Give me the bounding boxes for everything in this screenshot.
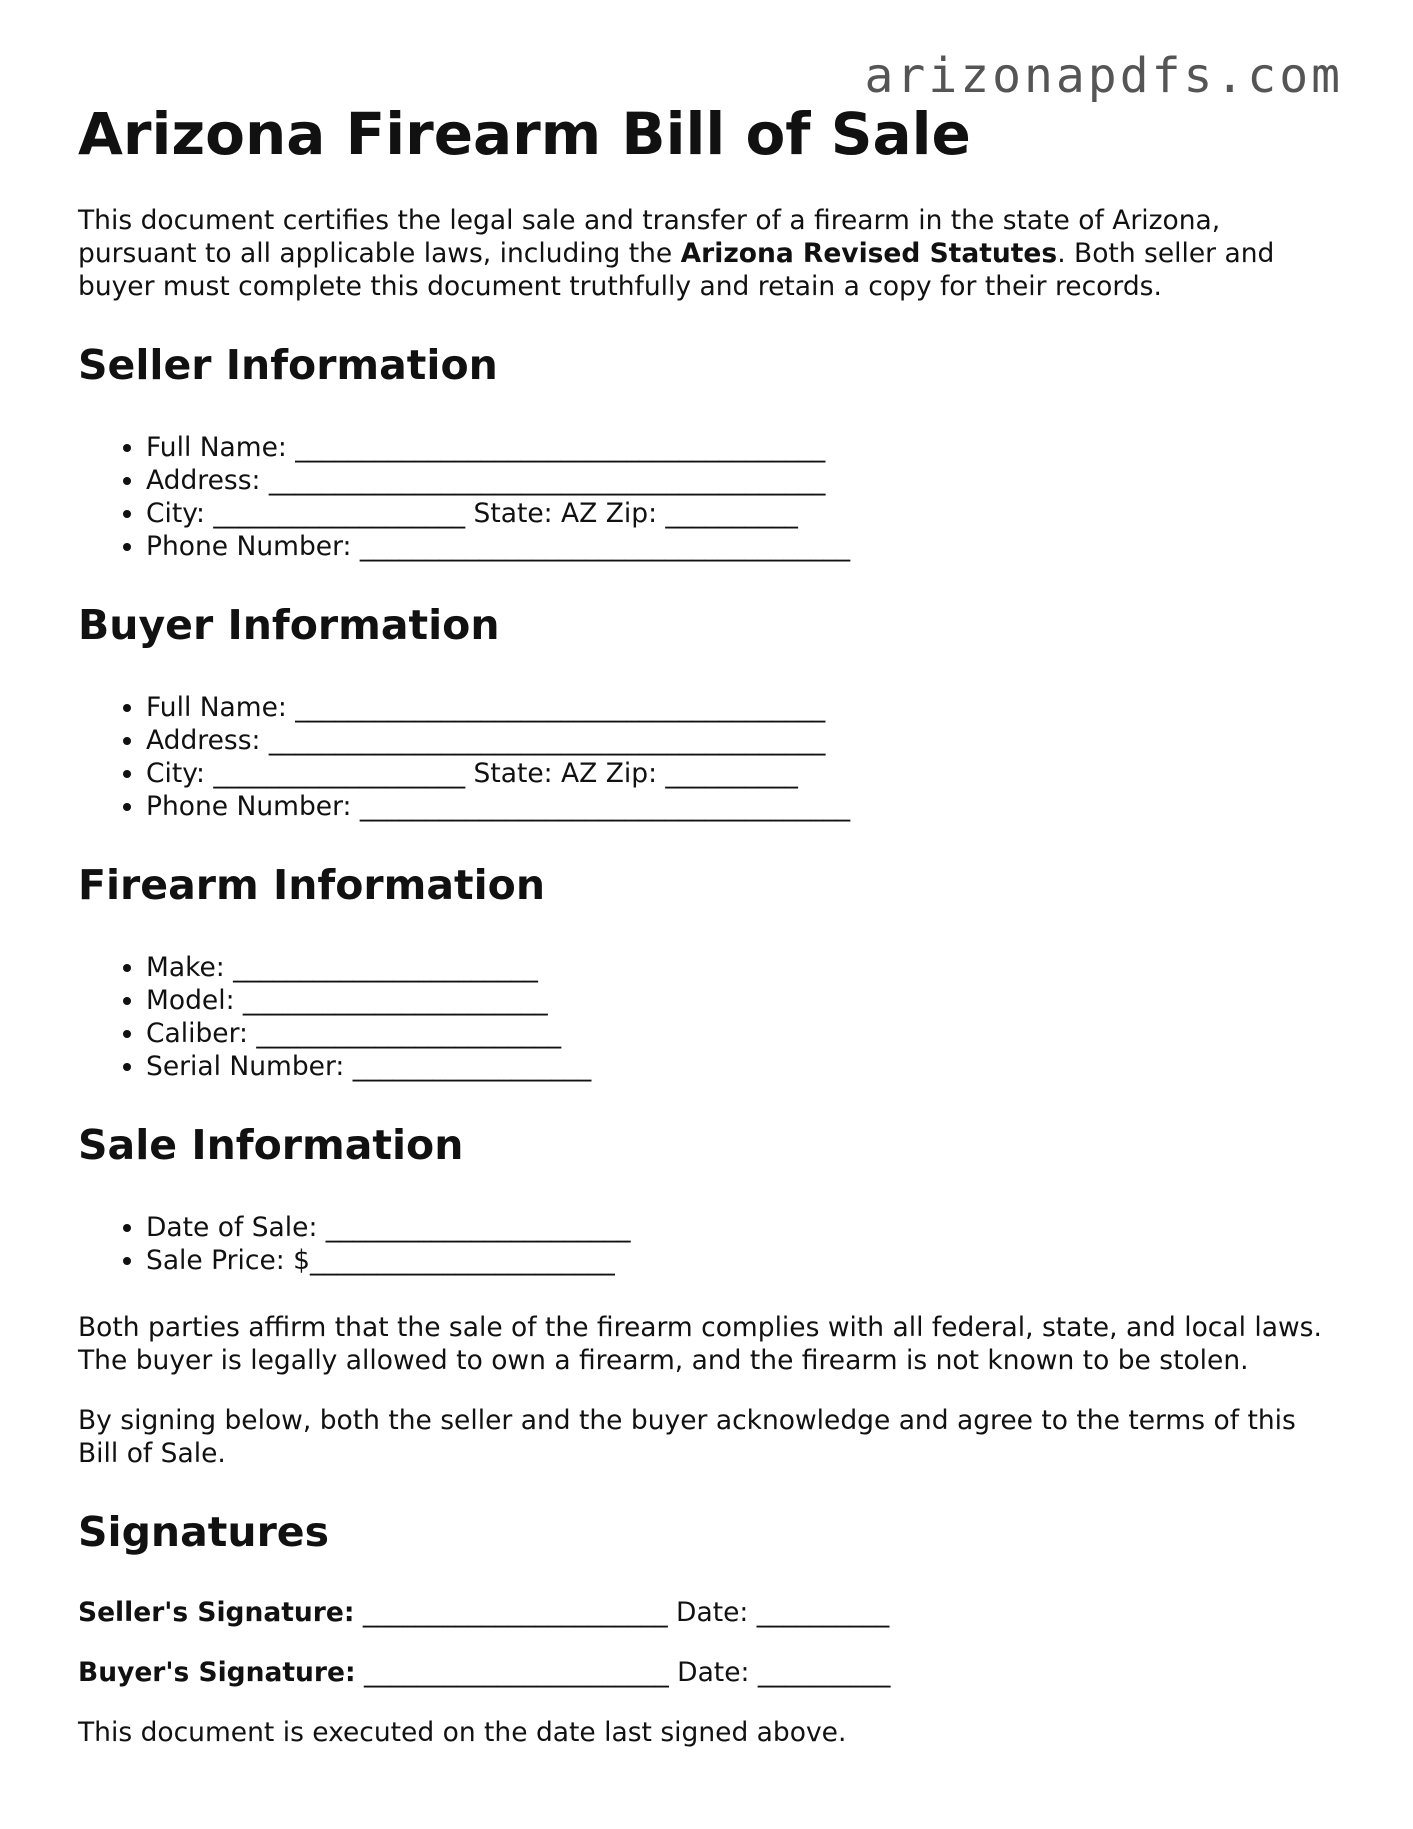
seller-heading: Seller Information	[78, 341, 498, 389]
sale-heading: Sale Information	[78, 1121, 464, 1169]
sale-fields	[78, 1211, 1338, 1277]
seller-fields	[78, 431, 1338, 563]
sale-date-field[interactable]: • Date of Sale: _______________________	[146, 1211, 1338, 1244]
watermark: arizonapdfs.com	[864, 48, 1343, 104]
firearm-caliber-field[interactable]: • Caliber: _______________________	[146, 1017, 1338, 1050]
seller-signature-line[interactable]	[78, 1596, 1338, 1629]
buyer-full-name-field[interactable]: • Full Name: ________________________________________	[146, 691, 1338, 724]
firearm-model-field[interactable]: • Model: _______________________	[146, 984, 1338, 1017]
intro-paragraph	[78, 204, 1338, 303]
buyer-fields	[78, 691, 1338, 823]
seller-city-state-zip-field[interactable]: • City: ___________________ State: AZ Zip: __________	[146, 497, 1338, 530]
buyer-signature-line[interactable]	[78, 1656, 1338, 1689]
firearm-serial-field[interactable]: • Serial Number: __________________	[146, 1050, 1338, 1083]
buyer-heading: Buyer Information	[78, 601, 500, 649]
execution-statement: This document is executed on the date last signed above.	[78, 1717, 847, 1748]
firearm-heading: Firearm Information	[78, 861, 546, 909]
sale-price-field[interactable]: • Sale Price: $_______________________	[146, 1244, 1338, 1277]
buyer-address-field[interactable]: • Address: __________________________________________	[146, 724, 1338, 757]
acknowledgement-paragraph: By signing below, both the seller and the buyer acknowledge and agree to the terms of this Bill of Sale.	[78, 1405, 1296, 1469]
document-page	[78, 98, 1338, 1749]
buyer-phone-field[interactable]: • Phone Number: _____________________________________	[146, 790, 1338, 823]
seller-signature-blanks[interactable]: _______________________ Date: __________	[354, 1597, 890, 1628]
page-title: Arizona Firearm Bill of Sale	[78, 100, 971, 168]
seller-address-field[interactable]: • Address: __________________________________________	[146, 464, 1338, 497]
firearm-fields	[78, 951, 1338, 1083]
seller-signature-label: Seller's Signature:	[78, 1597, 355, 1628]
intro-statute: Arizona Revised Statutes	[680, 238, 1058, 269]
signatures-heading: Signatures	[78, 1508, 330, 1556]
affirmation-paragraph: Both parties affirm that the sale of the firearm complies with all federal, state, and local laws. The buyer is legally allowed to own a firearm, and the firearm is not known to be stolen.	[78, 1312, 1322, 1376]
firearm-make-field[interactable]: • Make: _______________________	[146, 951, 1338, 984]
buyer-city-state-zip-field[interactable]: • City: ___________________ State: AZ Zip: __________	[146, 757, 1338, 790]
buyer-signature-blanks[interactable]: _______________________ Date: __________	[355, 1657, 891, 1688]
buyer-signature-label: Buyer's Signature:	[78, 1657, 356, 1688]
intro-text-end: . Both seller and buyer must complete this document truthfully and retain a copy for their records.	[78, 238, 1275, 302]
intro-text-start: This document certifies the legal sale and transfer of a firearm in the state of Arizona, pursuant to all applicable laws, including the	[78, 205, 1221, 269]
seller-phone-field[interactable]: • Phone Number: _____________________________________	[146, 530, 1338, 563]
seller-full-name-field[interactable]: • Full Name: ________________________________________	[146, 431, 1338, 464]
